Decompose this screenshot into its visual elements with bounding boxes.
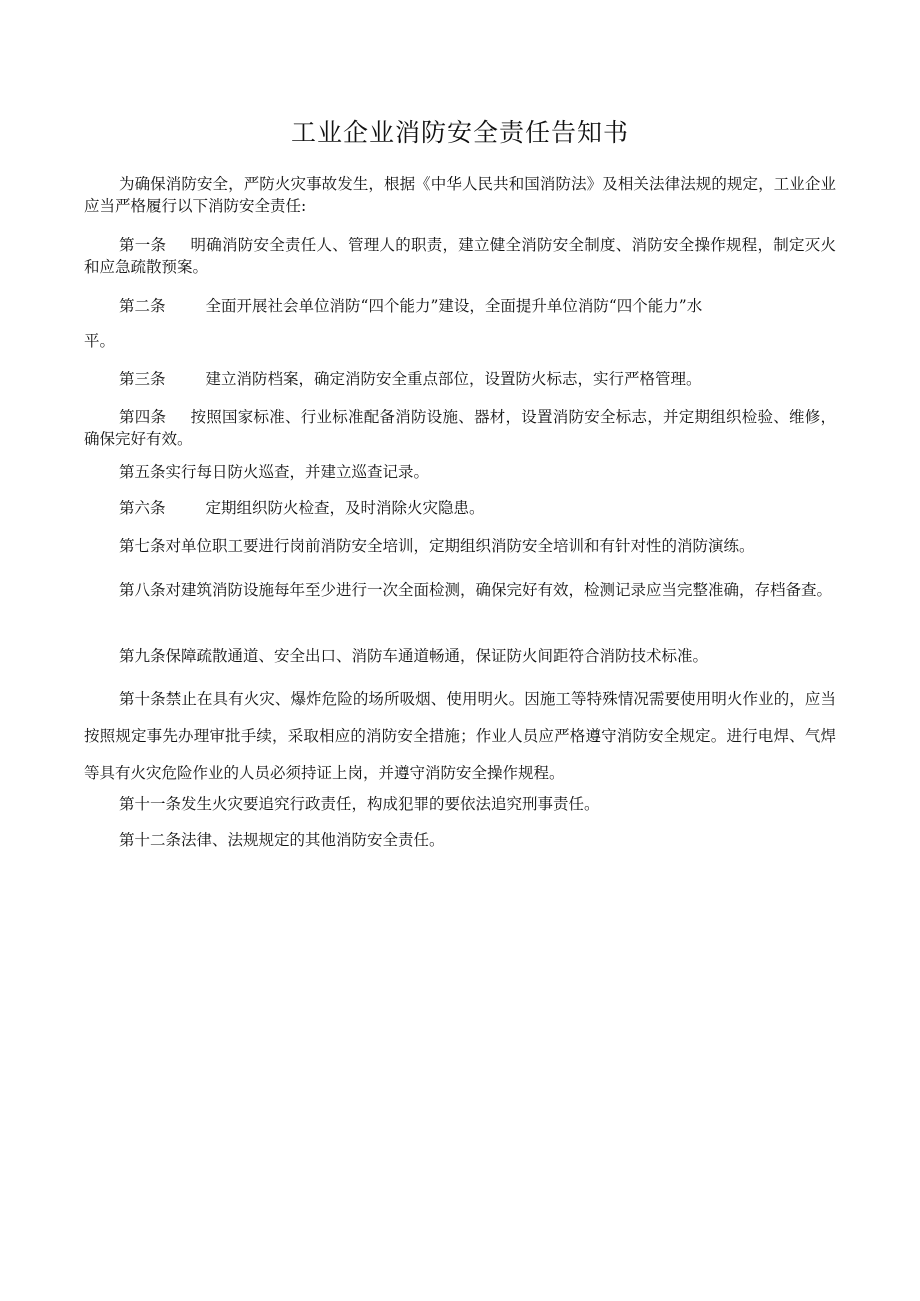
article-6-label: 第六条: [119, 499, 166, 517]
article-7-label: 第七条: [119, 537, 166, 555]
article-8-label: 第八条: [119, 581, 166, 599]
article-2: [84, 295, 836, 317]
article-9: [84, 645, 836, 667]
article-10: [84, 681, 836, 792]
intro-paragraph: 为确保消防安全，严防火灾事故发生，根据《中华人民共和国消防法》及相关法律法规的规定，工业企业应当严格履行以下消防安全责任:: [84, 175, 836, 215]
article-3-label: 第三条: [119, 370, 166, 388]
article-12-label: 第十二条: [119, 831, 182, 849]
article-4: [84, 406, 836, 450]
article-9-label: 第九条: [119, 647, 166, 665]
article-11: [84, 793, 836, 815]
article-9-text: 保障疏散通道、安全出口、消防车通道畅通，保证防火间距符合消防技术标准。: [165, 647, 709, 665]
document-title: 工业企业消防安全责任告知书: [290, 118, 629, 147]
article-4-label: 第四条: [119, 408, 167, 426]
article-3-text: 建立消防档案，确定消防安全重点部位，设置防火标志，实行严格管理。: [205, 370, 702, 388]
article-5: [84, 461, 836, 483]
article-12: [84, 829, 836, 851]
article-2-text: 全面开展社会单位消防“四个能力”建设，全面提升单位消防“四个能力”水: [205, 297, 703, 315]
article-2-label: 第二条: [119, 297, 166, 315]
article-6: [84, 497, 836, 519]
article-2-continuation: 平。: [84, 332, 116, 350]
article-3: [84, 368, 836, 390]
article-8: [84, 572, 836, 608]
article-5-text: 实行每日防火巡查，并建立巡查记录。: [165, 463, 430, 481]
article-7: [84, 535, 836, 557]
article-12-text: 法律、法规规定的其他消防安全责任。: [181, 831, 445, 849]
article-1-text: 明确消防安全责任人、管理人的职责，建立健全消防安全制度、消防安全操作规程，制定灭火和应急疏散预案。: [84, 236, 836, 276]
article-4-text: 按照国家标准、行业标准配备消防设施、器材，设置消防安全标志，并定期组织检验、维修，确保完好有效。: [84, 408, 836, 448]
article-11-label: 第十一条: [119, 795, 182, 813]
article-11-text: 发生火灾要追究行政责任，构成犯罪的要依法追究刑事责任。: [181, 795, 600, 813]
article-8-text: 对建筑消防设施每年至少进行一次全面检测，确保完好有效，检测记录应当完整准确，存档备查。: [165, 581, 833, 599]
article-1: [84, 234, 836, 278]
article-1-label: 第一条: [119, 236, 167, 254]
article-6-text: 定期组织防火检查，及时消除火灾隐患。: [205, 499, 485, 517]
article-5-label: 第五条: [119, 463, 166, 481]
article-10-label: 第十条: [119, 690, 166, 708]
article-7-text: 对单位职工要进行岗前消防安全培训，定期组织消防安全培训和有针对性的消防演练。: [165, 537, 755, 555]
article-10-text: 禁止在具有火灾、爆炸危险的场所吸烟、使用明火。因施工等特殊情况需要使用明火作业的，应当按照规定事先办理审批手续，采取相应的消防安全措施；作业人员应严格遵守消防安全规定。进行电焊、气焊等具有火灾危险作业的人员必须持证上岗，并遵守消防安全操作规程。: [84, 690, 836, 782]
